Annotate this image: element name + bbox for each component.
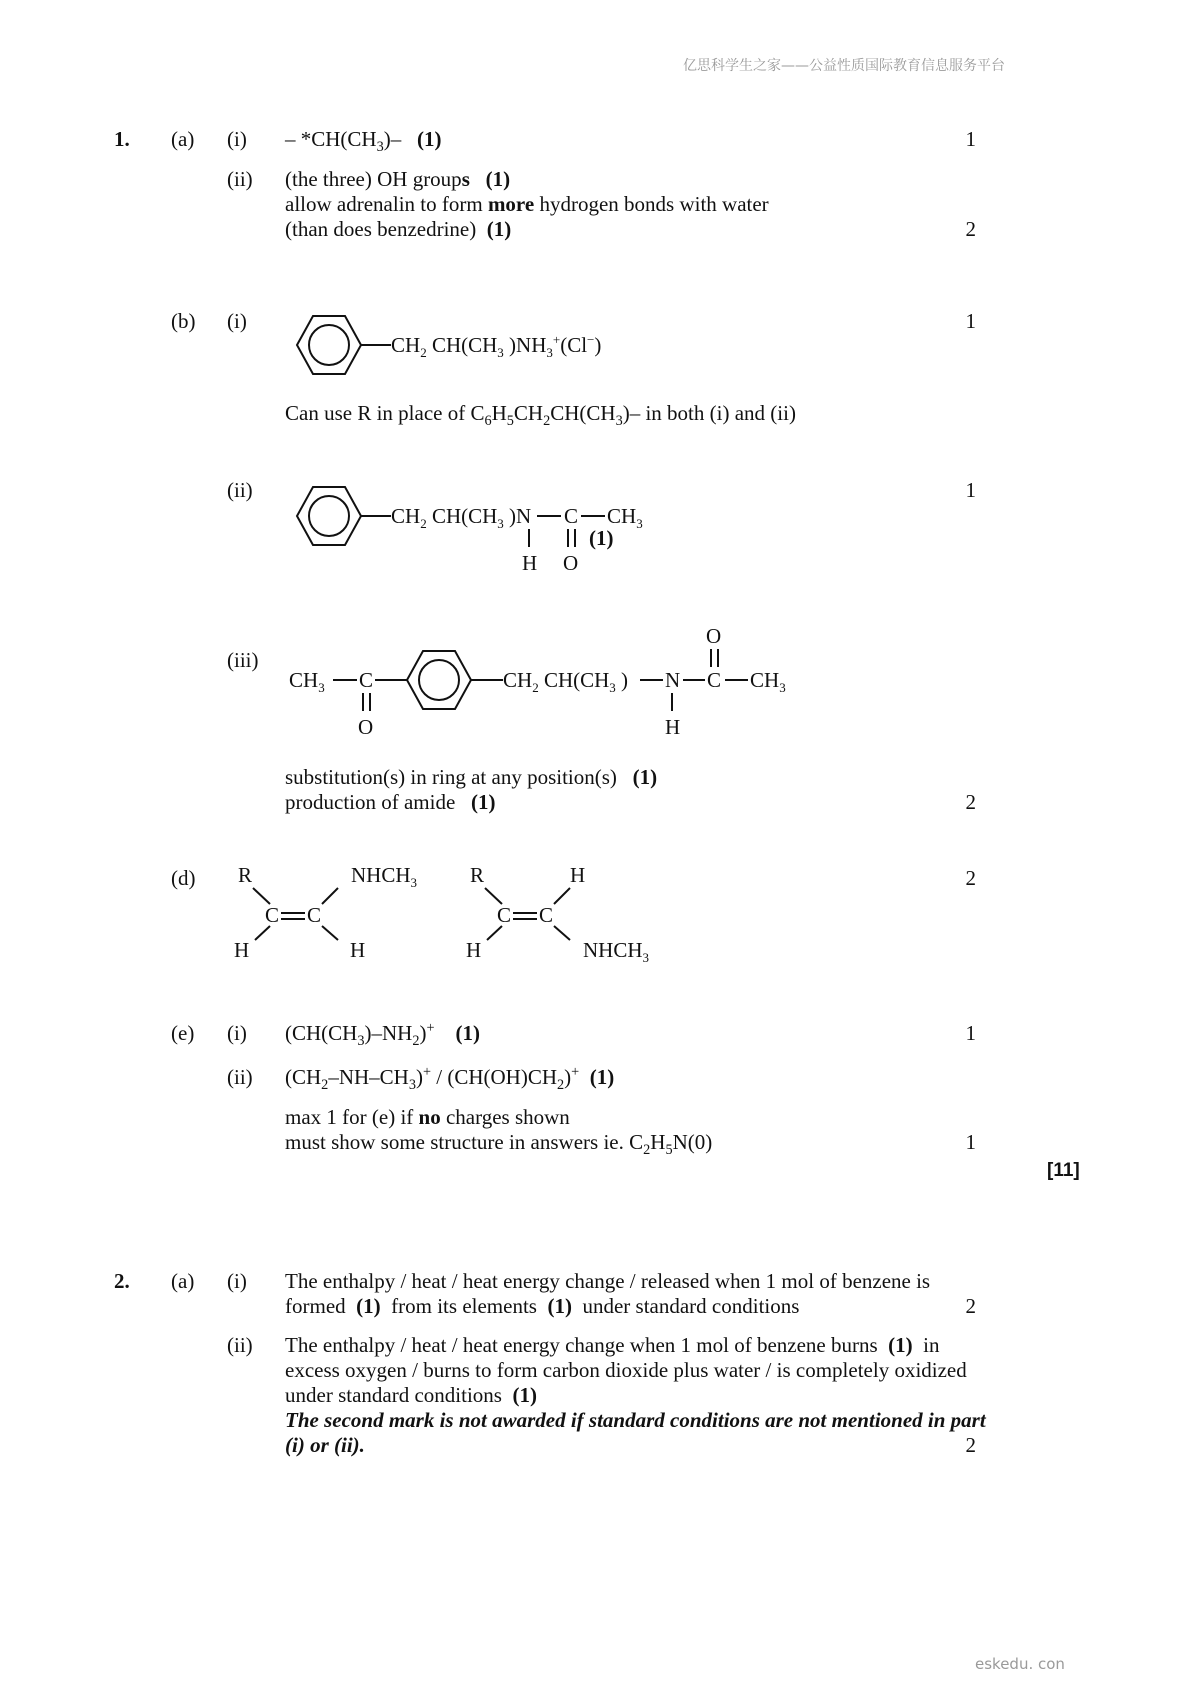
svg-text:H: H bbox=[350, 938, 366, 962]
mark-value: 2 bbox=[965, 217, 976, 241]
subpart-label: (ii) bbox=[227, 1333, 253, 1357]
svg-text:H: H bbox=[570, 863, 586, 887]
svg-text:C: C bbox=[539, 903, 554, 927]
answer-line: (than does benzedrine) (1) bbox=[285, 217, 512, 241]
svg-text:CH3: $CH_3$ bbox=[750, 668, 786, 695]
part-label: (b) bbox=[171, 309, 196, 333]
svg-text:H: H bbox=[522, 551, 538, 575]
answer-line: (the three) OH groups (1) bbox=[285, 167, 511, 191]
footer-site-url: eskedu. con bbox=[975, 1655, 1065, 1673]
answer-line: $(CH_2-NH-CH_3)^+ / (CH(OH)CH_2)^+$ (1) bbox=[285, 1064, 615, 1094]
isomer-1-structure bbox=[234, 863, 417, 962]
svg-text:CH2 CH(CH3 )N: $CH_2$ $CH(CH_3$ )N bbox=[391, 504, 532, 531]
svg-text:CH3: $CH_3$ bbox=[607, 504, 643, 531]
svg-text:R: R bbox=[238, 863, 253, 887]
answer-note: Can use R in place of $C_6H_5CH_2CH(CH_3)-$ in both (i) and (ii) bbox=[285, 401, 796, 430]
svg-text:H: H bbox=[466, 938, 482, 962]
svg-text:C: C bbox=[307, 903, 322, 927]
answer-line: under standard conditions (1) bbox=[285, 1383, 537, 1407]
question-number: 1. bbox=[114, 127, 130, 151]
substituted-amide-structure bbox=[285, 625, 805, 745]
benzedrine-salt-structure bbox=[285, 310, 645, 380]
mark-value: 2 bbox=[965, 790, 976, 814]
cis-trans-isomers bbox=[225, 860, 675, 965]
answer-line: The enthalpy / heat / heat energy change / released when 1 mol of benzene is bbox=[285, 1269, 931, 1293]
svg-text:NHCH3: $NHCH_3$ bbox=[351, 863, 418, 890]
subpart-label: (i) bbox=[227, 1269, 247, 1293]
answer-line: allow adrenalin to form more hydrogen bonds with water bbox=[285, 192, 769, 216]
answer-line: formed (1) from its elements (1) under standard conditions bbox=[285, 1294, 800, 1318]
header-site-title: 亿思科学生之家——公益性质国际教育信息服务平台 bbox=[683, 58, 1005, 74]
svg-text:H: H bbox=[234, 938, 250, 962]
svg-text:C: C bbox=[497, 903, 512, 927]
amide-structure bbox=[285, 481, 685, 581]
svg-text:H: H bbox=[665, 715, 681, 739]
svg-text:C: C bbox=[564, 504, 579, 528]
svg-text:O: O bbox=[563, 551, 579, 575]
mark-value: 1 bbox=[965, 127, 976, 151]
subpart-label: (i) bbox=[227, 1021, 247, 1045]
svg-text:C: C bbox=[265, 903, 280, 927]
part-label: (a) bbox=[171, 1269, 195, 1293]
svg-text:CH3: $CH_3$ bbox=[289, 668, 325, 695]
subpart-label: (ii) bbox=[227, 478, 253, 502]
svg-text:O: O bbox=[358, 715, 374, 739]
question-total: [11] bbox=[1047, 1160, 1080, 1181]
svg-text:C: C bbox=[707, 668, 722, 692]
subpart-label: (ii) bbox=[227, 1065, 253, 1089]
answer-note: must show some structure in answers ie. $C_2H_5N(0)$ bbox=[285, 1130, 713, 1159]
mark-value: 2 bbox=[965, 1433, 976, 1457]
mark-value: 1 bbox=[965, 1021, 976, 1045]
answer-line: excess oxygen / burns to form carbon dioxide plus water / is completely oxidized bbox=[285, 1358, 967, 1382]
subpart-label: (i) bbox=[227, 127, 247, 151]
answer-line: substitution(s) in ring at any position(s) (1) bbox=[285, 765, 658, 789]
svg-text:NHCH3: $NHCH_3$ bbox=[583, 938, 650, 965]
subpart-label: (ii) bbox=[227, 167, 253, 191]
mark-value: 2 bbox=[965, 1294, 976, 1318]
subpart-label: (i) bbox=[227, 309, 247, 333]
part-label: (e) bbox=[171, 1021, 195, 1045]
examiner-note: (i) or (ii). bbox=[285, 1433, 365, 1457]
svg-text:R: R bbox=[470, 863, 485, 887]
svg-text:CH2 CH(CH3 ): $CH_2$ $CH(CH_3$ ) bbox=[503, 668, 629, 695]
mark-value: 1 bbox=[965, 478, 976, 502]
question-number: 2. bbox=[114, 1269, 130, 1293]
part-label: (d) bbox=[171, 866, 196, 890]
svg-text:(1): (1) bbox=[589, 526, 614, 550]
answer-line: $(CH(CH_3)-NH_2)^+$ (1) bbox=[285, 1020, 480, 1050]
svg-text:N: N bbox=[665, 668, 681, 692]
examiner-note: The second mark is not awarded if standard conditions are not mentioned in part bbox=[285, 1408, 986, 1432]
svg-text:O: O bbox=[706, 624, 722, 648]
answer-line: – $*CH(CH_3)-$ (1) bbox=[285, 127, 442, 156]
part-label: (a) bbox=[171, 127, 195, 151]
svg-text:CH2 CH(CH3 )NH3+(Cl−): $CH_2$ $CH(CH_3$ )$NH_3^+(Cl^-)$ bbox=[391, 332, 602, 360]
mark-value: 1 bbox=[965, 309, 976, 333]
mark-value: 2 bbox=[965, 866, 976, 890]
answer-line: production of amide (1) bbox=[285, 790, 496, 814]
isomer-2-structure bbox=[466, 863, 649, 965]
answer-note: max 1 for (e) if no charges shown bbox=[285, 1105, 570, 1129]
subpart-label: (iii) bbox=[227, 648, 259, 672]
mark-value: 1 bbox=[965, 1130, 976, 1154]
answer-line: The enthalpy / heat / heat energy change when 1 mol of benzene burns (1) in bbox=[285, 1333, 940, 1357]
svg-text:C: C bbox=[359, 668, 374, 692]
